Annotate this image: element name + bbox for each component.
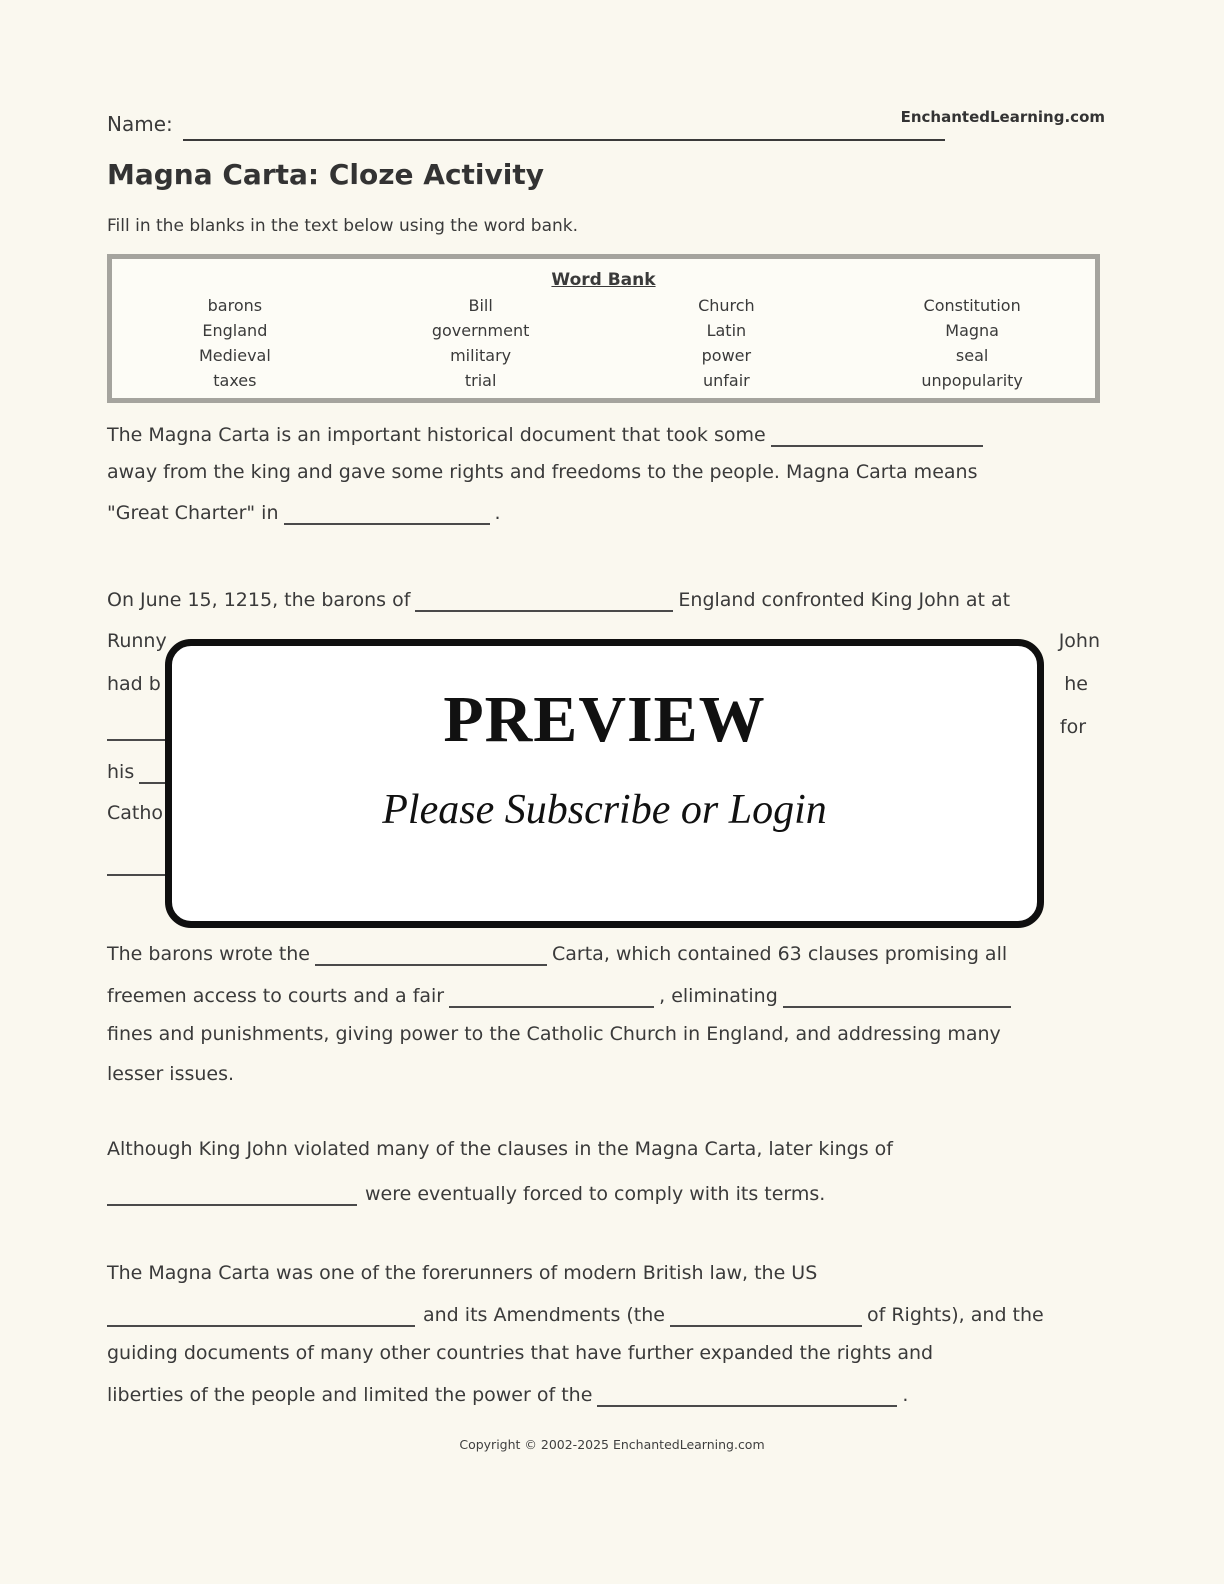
footer-copyright: Copyright © 2002-2025 EnchantedLearning.com xyxy=(459,1437,765,1452)
cloze-line xyxy=(107,421,988,449)
blank-line xyxy=(771,421,983,447)
cloze-text: "Great Charter" in xyxy=(107,502,279,524)
word-bank-item: power xyxy=(701,346,752,365)
cloze-text: The Magna Carta is an important historical document that took some xyxy=(107,424,766,446)
cloze-fragment: he xyxy=(1064,673,1088,695)
cloze-text: fines and punishments, giving power to the Catholic Church in England, and addressing many xyxy=(107,1023,1001,1045)
cloze-text: , eliminating xyxy=(659,985,778,1007)
cloze-fragment: Catho xyxy=(107,802,164,824)
cloze-text: On June 15, 1215, the barons of xyxy=(107,589,411,611)
word-bank-item: Bill xyxy=(468,296,493,315)
cloze-line xyxy=(107,1180,825,1208)
cloze-text: The barons wrote the xyxy=(107,943,310,965)
cloze-fragment: Runny xyxy=(107,630,167,652)
cloze-line xyxy=(107,1022,1001,1048)
blank-line xyxy=(107,1301,415,1327)
blank-line xyxy=(597,1381,897,1407)
cloze-line xyxy=(107,1381,908,1409)
cloze-line xyxy=(107,715,173,743)
cloze-text: and its Amendments (the xyxy=(423,1304,665,1326)
cloze-text: . xyxy=(494,502,501,524)
word-bank-item: England xyxy=(202,321,268,340)
word-bank-box xyxy=(107,254,1100,403)
word-bank-item: government xyxy=(431,321,530,340)
word-bank-title: Word Bank xyxy=(551,270,656,290)
cloze-line xyxy=(107,1261,817,1287)
cloze-fragment: had b xyxy=(107,673,161,695)
cloze-line xyxy=(107,586,1010,614)
word-bank-item: taxes xyxy=(213,371,257,390)
blank-line xyxy=(315,940,547,966)
cloze-text: Although King John violated many of the clauses in the Magna Carta, later kings of xyxy=(107,1138,893,1160)
cloze-line xyxy=(107,499,501,527)
cloze-fragment: John xyxy=(1058,630,1100,652)
cloze-text: guiding documents of many other countries that have further expanded the rights and xyxy=(107,1342,934,1364)
word-bank-item: Latin xyxy=(706,321,747,340)
word-bank-item: Magna xyxy=(945,321,999,340)
cloze-text: England confronted King John at at xyxy=(678,589,1011,611)
word-bank-item: military xyxy=(450,346,512,365)
cloze-line xyxy=(107,982,1016,1010)
cloze-text: freemen access to courts and a fair xyxy=(107,985,445,1007)
cloze-line xyxy=(107,1062,234,1088)
cloze-text: of Rights), and the xyxy=(866,1304,1044,1326)
cloze-line xyxy=(107,1137,893,1163)
name-blank-line xyxy=(183,139,945,141)
blank-line xyxy=(415,586,673,612)
cloze-line xyxy=(107,850,173,878)
cloze-text: were eventually forced to comply with its terms. xyxy=(365,1183,826,1205)
word-bank-grid xyxy=(112,296,1095,390)
blank-line xyxy=(107,715,173,741)
cloze-text: . xyxy=(902,1384,909,1406)
word-bank-item: Medieval xyxy=(198,346,271,365)
word-bank-item: seal xyxy=(955,346,989,365)
cloze-text: away from the king and gave some rights and freedoms to the people. Magna Carta means xyxy=(107,461,978,483)
word-bank-item: Constitution xyxy=(923,296,1021,315)
word-bank-item: trial xyxy=(464,371,497,390)
blank-line xyxy=(107,1180,357,1206)
preview-subscribe-login-message: Please Subscribe or Login xyxy=(382,786,827,833)
preview-headline: PREVIEW xyxy=(443,683,766,756)
word-bank-item: unfair xyxy=(703,371,750,390)
word-bank-item: Church xyxy=(698,296,755,315)
cloze-line xyxy=(107,1301,1044,1329)
cloze-fragment: his xyxy=(107,761,135,783)
word-bank-item: barons xyxy=(207,296,263,315)
blank-line xyxy=(284,499,490,525)
page-subtitle: Fill in the blanks in the text below using the word bank. xyxy=(107,216,579,236)
blank-line xyxy=(670,1301,862,1327)
cloze-line xyxy=(107,940,1007,968)
cloze-text: liberties of the people and limited the power of the xyxy=(107,1384,593,1406)
blank-line xyxy=(107,850,173,876)
page-title: Magna Carta: Cloze Activity xyxy=(107,158,545,191)
site-header[interactable]: EnchantedLearning.com xyxy=(900,108,1105,126)
cloze-text: lesser issues. xyxy=(107,1063,235,1085)
blank-line xyxy=(449,982,654,1008)
cloze-text: Carta, which contained 63 clauses promising all xyxy=(552,943,1008,965)
cloze-fragment: for xyxy=(1059,716,1086,738)
blank-line xyxy=(783,982,1011,1008)
word-bank-item: unpopularity xyxy=(921,371,1023,390)
cloze-line xyxy=(107,1341,933,1367)
cloze-line xyxy=(107,460,977,486)
preview-overlay[interactable] xyxy=(165,639,1044,928)
name-label: Name: xyxy=(107,112,173,136)
cloze-text: The Magna Carta was one of the forerunners of modern British law, the US xyxy=(107,1262,818,1284)
